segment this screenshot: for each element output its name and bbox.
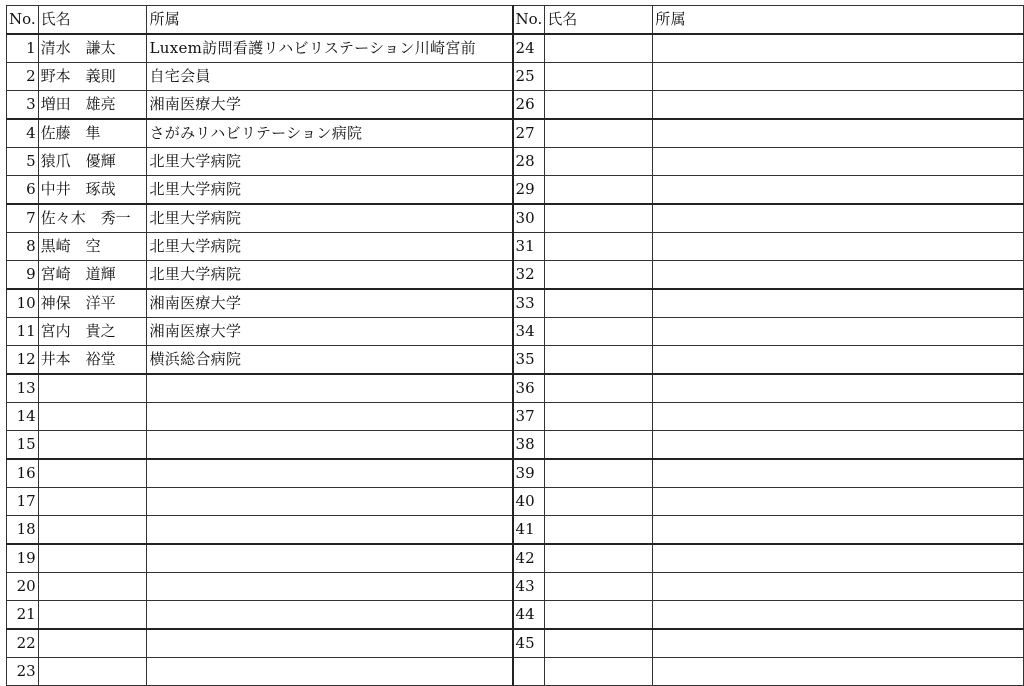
participant-affiliation [653,516,1024,545]
row-number: 11 [7,318,39,346]
participant-name [545,601,653,630]
row-number: 1 [7,34,39,63]
row-number: 37 [513,403,545,431]
participant-name [38,658,147,686]
table-row [7,658,1024,686]
participant-name [38,488,147,516]
row-number: 16 [7,459,39,488]
row-number: 21 [7,601,39,630]
participant-name [545,459,653,488]
participant-name [545,374,653,403]
table-row [7,289,1024,318]
participant-affiliation: 横浜総合病院 [147,346,513,375]
row-number: 24 [513,34,545,63]
participant-name [545,318,653,346]
row-number: 9 [7,261,39,290]
participant-affiliation [653,629,1024,658]
participant-roster-table [6,5,1024,686]
participant-affiliation [653,374,1024,403]
participant-affiliation [653,176,1024,205]
participant-affiliation [147,374,513,403]
participant-name: 清水 謙太 [38,34,147,63]
row-number: 3 [7,91,39,120]
participant-affiliation: 自宅会員 [147,63,513,91]
participant-name [38,573,147,601]
row-number: 35 [513,346,545,375]
participant-name [545,289,653,318]
row-number: 30 [513,204,545,233]
row-number: 19 [7,544,39,573]
table-row [7,403,1024,431]
table-row [7,488,1024,516]
row-number: 39 [513,459,545,488]
participant-name [545,233,653,261]
participant-affiliation [653,431,1024,460]
row-number: 41 [513,516,545,545]
table-row [7,346,1024,375]
participant-name [545,516,653,545]
participant-affiliation [653,601,1024,630]
participant-name [545,119,653,148]
table-row [7,34,1024,63]
participant-name [545,431,653,460]
row-number: 13 [7,374,39,403]
row-number: 42 [513,544,545,573]
participant-affiliation: Luxem訪問看護リハビリステーション川崎宮前 [147,34,513,63]
participant-affiliation [147,658,513,686]
participant-affiliation [147,403,513,431]
header-affiliation-left: 所属 [147,6,513,35]
participant-affiliation [653,91,1024,120]
participant-name: 佐々木 秀一 [38,204,147,233]
participant-affiliation [653,318,1024,346]
participant-affiliation: 北里大学病院 [147,204,513,233]
participant-affiliation: 湘南医療大学 [147,318,513,346]
row-number: 34 [513,318,545,346]
participant-name [38,374,147,403]
participant-affiliation [147,629,513,658]
participant-affiliation [147,431,513,460]
row-number: 27 [513,119,545,148]
table-row [7,318,1024,346]
row-number: 17 [7,488,39,516]
table-row [7,374,1024,403]
row-number: 6 [7,176,39,205]
row-number: 20 [7,573,39,601]
row-number: 31 [513,233,545,261]
participant-affiliation [653,204,1024,233]
table-row [7,63,1024,91]
participant-name [545,34,653,63]
row-number: 28 [513,148,545,176]
table-row [7,431,1024,460]
table-row [7,516,1024,545]
header-name-right: 氏名 [545,6,653,35]
participant-affiliation [147,488,513,516]
roster-body [7,6,1024,686]
participant-name [38,516,147,545]
participant-affiliation: 湘南医療大学 [147,91,513,120]
participant-affiliation [653,573,1024,601]
table-row [7,119,1024,148]
participant-name [545,629,653,658]
participant-name: 井本 裕堂 [38,346,147,375]
participant-affiliation [653,459,1024,488]
participant-affiliation [653,233,1024,261]
participant-name [38,629,147,658]
row-number: 12 [7,346,39,375]
table-row [7,601,1024,630]
row-number: 4 [7,119,39,148]
participant-affiliation [147,516,513,545]
participant-name [38,601,147,630]
participant-name [38,403,147,431]
table-row [7,148,1024,176]
row-number: 33 [513,289,545,318]
participant-affiliation: 北里大学病院 [147,176,513,205]
table-row [7,176,1024,205]
participant-name: 宮崎 道輝 [38,261,147,290]
participant-affiliation: 北里大学病院 [147,148,513,176]
table-row [7,459,1024,488]
row-number: 40 [513,488,545,516]
participant-affiliation [653,488,1024,516]
participant-name [545,148,653,176]
row-number: 44 [513,601,545,630]
participant-affiliation [653,261,1024,290]
participant-affiliation: 北里大学病院 [147,233,513,261]
participant-name: 宮内 貴之 [38,318,147,346]
participant-name [545,403,653,431]
participant-name: 佐藤 隼 [38,119,147,148]
row-number: 26 [513,91,545,120]
row-number: 2 [7,63,39,91]
participant-affiliation [653,34,1024,63]
participant-affiliation [653,289,1024,318]
participant-affiliation [147,459,513,488]
participant-name: 神保 洋平 [38,289,147,318]
participant-affiliation [147,573,513,601]
row-number [513,658,545,686]
participant-affiliation [653,658,1024,686]
row-number: 32 [513,261,545,290]
participant-name [545,573,653,601]
participant-name: 猿爪 優輝 [38,148,147,176]
row-number: 45 [513,629,545,658]
row-number: 10 [7,289,39,318]
participant-affiliation [653,403,1024,431]
header-no-right: No. [513,6,545,35]
participant-name: 中井 琢哉 [38,176,147,205]
row-number: 7 [7,204,39,233]
participant-name [545,346,653,375]
participant-affiliation [653,346,1024,375]
participant-name [545,658,653,686]
row-number: 5 [7,148,39,176]
header-name-left: 氏名 [38,6,147,35]
header-row [7,6,1024,35]
participant-affiliation [147,544,513,573]
participant-affiliation [147,601,513,630]
participant-name: 黒崎 空 [38,233,147,261]
table-row [7,261,1024,290]
table-row [7,204,1024,233]
header-no-left: No. [7,6,39,35]
row-number: 29 [513,176,545,205]
participant-affiliation [653,63,1024,91]
row-number: 8 [7,233,39,261]
row-number: 23 [7,658,39,686]
row-number: 15 [7,431,39,460]
participant-name [545,204,653,233]
table-row [7,573,1024,601]
row-number: 43 [513,573,545,601]
row-number: 36 [513,374,545,403]
participant-name [38,431,147,460]
participant-name [545,63,653,91]
participant-affiliation: 湘南医療大学 [147,289,513,318]
row-number: 25 [513,63,545,91]
row-number: 22 [7,629,39,658]
participant-name: 野本 義則 [38,63,147,91]
participant-name [545,261,653,290]
table-row [7,233,1024,261]
row-number: 14 [7,403,39,431]
participant-affiliation [653,148,1024,176]
participant-affiliation [653,119,1024,148]
table-row [7,629,1024,658]
participant-affiliation: 北里大学病院 [147,261,513,290]
row-number: 38 [513,431,545,460]
table-row [7,91,1024,120]
participant-name [545,91,653,120]
participant-name [38,544,147,573]
table-row [7,544,1024,573]
row-number: 18 [7,516,39,545]
participant-affiliation [653,544,1024,573]
participant-name [38,459,147,488]
participant-name [545,544,653,573]
participant-name [545,176,653,205]
participant-affiliation: さがみリハビリテーション病院 [147,119,513,148]
header-affiliation-right: 所属 [653,6,1024,35]
participant-name [545,488,653,516]
participant-name: 増田 雄亮 [38,91,147,120]
